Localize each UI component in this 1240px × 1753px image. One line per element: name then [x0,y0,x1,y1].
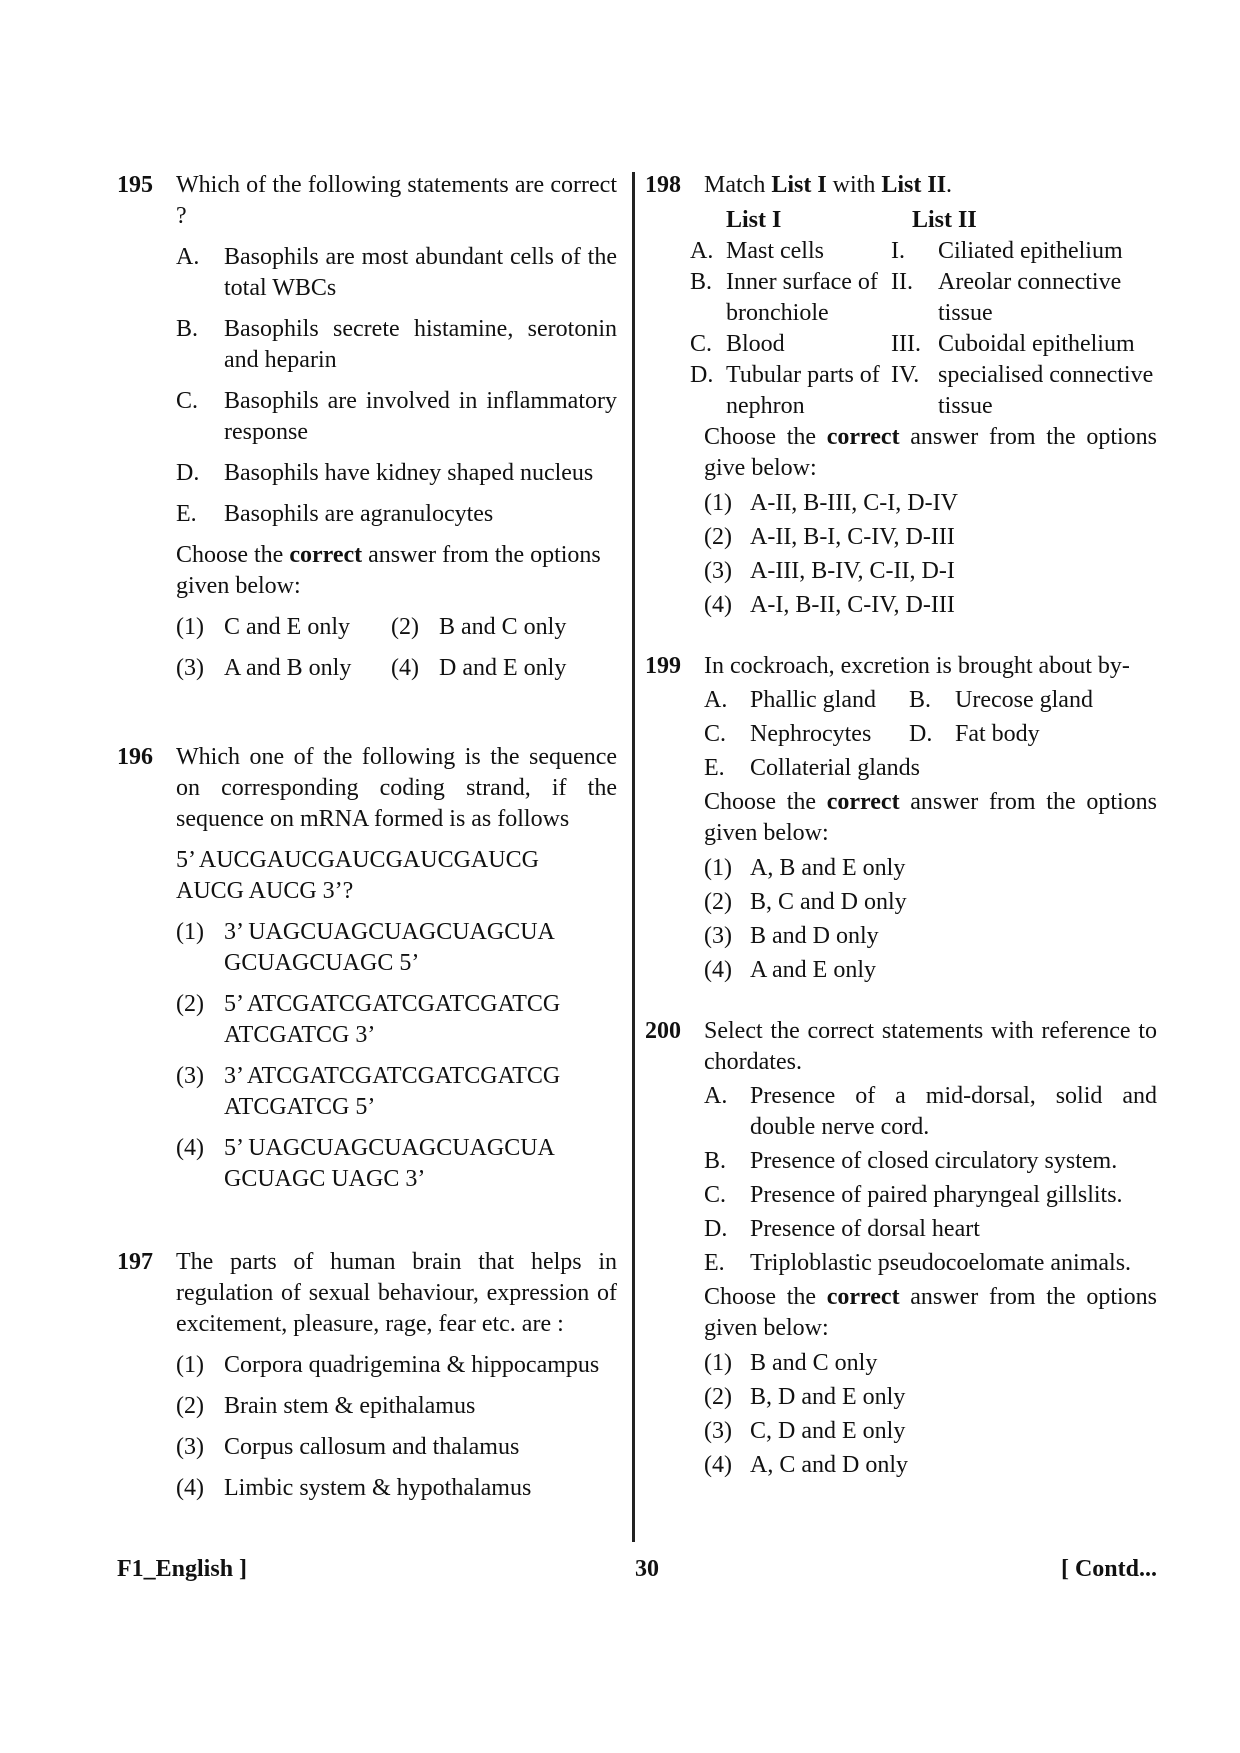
answer-option[interactable]: (1) A-II, B-III, C-I, D-IV [704,490,958,516]
statement-item: A. Presence of a mid-dorsal, solid and double nerve cord. [704,1083,1157,1140]
question-number: 196 [117,744,153,770]
answer-option[interactable]: (1) B and C only [704,1350,878,1376]
match-list-row: B. Inner surface of bronchiole II. Areolar connective tissue [690,269,1122,326]
question-200 [645,1016,1157,1481]
question-stem: The parts of human brain that helps in regulation of sexual behaviour, expression of excitement, pleasure, rage, fear etc. are : [176,1249,617,1337]
page-footer [117,1556,1157,1590]
question-number: 197 [117,1249,153,1275]
statement-row [704,685,1157,716]
question-number: 198 [645,172,681,198]
left-column [117,170,617,1504]
answer-option[interactable]: (3) A-III, B-IV, C-II, D-I [704,558,955,584]
match-list-table [690,205,1157,422]
statement-item: D. Basophils have kidney shaped nucleus [176,460,594,486]
answer-option[interactable]: (1) A, B and E only [704,855,906,881]
mrna-sequence: 5’ AUCGAUCGAUCGAUCGAUCG AUCG AUCG 3’? [176,847,539,904]
answer-option[interactable]: (4) 5’ UAGCUAGCUAGCUAGCUA GCUAGC UAGC 3’ [176,1135,554,1192]
question-stem: Match List I with List II. [704,172,953,198]
instruction-text: Choose the correct answer from the options given below: [704,1284,1157,1341]
answer-option[interactable]: (2) Brain stem & epithalamus [176,1393,476,1419]
answer-option[interactable]: (3) 3’ ATCGATCGATCGATCGATCG ATCGATCG 5’ [176,1063,561,1120]
statement-item: C. Basophils are involved in inflammatory response [176,388,617,445]
answer-option[interactable]: (3) Corpus callosum and thalamus [176,1434,520,1460]
answer-option[interactable]: (3) C, D and E only [704,1418,906,1444]
match-list-row: A. Mast cells I. Ciliated epithelium [690,238,1123,264]
column-divider [632,172,635,1542]
question-stem: In cockroach, excretion is brought about by- [704,653,1130,679]
answer-option[interactable]: (4) A-I, B-II, C-IV, D-III [704,592,955,618]
answer-option[interactable]: (3) A and B only [176,655,352,681]
answer-option[interactable]: (4) A, C and D only [704,1452,908,1478]
page-number: 30 [635,1556,659,1582]
statement-item: B. Presence of closed circulatory system. [704,1148,1118,1174]
answer-option[interactable]: (1) 3’ UAGCUAGCUAGCUAGCUA GCUAGCUAGC 5’ [176,919,554,976]
answer-option[interactable]: (4) Limbic system & hypothalamus [176,1475,532,1501]
instruction-text: Choose the correct answer from the options given below: [704,789,1157,846]
answer-options-row [176,612,617,643]
instruction-text: Choose the correct answer from the options given below: [176,542,601,599]
question-195 [117,170,617,684]
match-list-row: D. Tubular parts of nephron IV. specialised connective tissue [690,362,1154,419]
instruction-text: Choose the correct answer from the options give below: [704,424,1157,481]
statement-item: B. Basophils secrete histamine, serotonin and heparin [176,316,617,373]
question-stem: Which of the following statements are correct ? [176,172,617,229]
answer-option[interactable]: (1) C and E only [176,614,350,640]
statement-item: C. Presence of paired pharyngeal gillslits. [704,1182,1123,1208]
answer-option[interactable]: (1) Corpora quadrigemina & hippocampus [176,1352,600,1378]
statement-item: A. Basophils are most abundant cells of the total WBCs [176,244,617,301]
statement-item: C. Nephrocytes [704,721,872,747]
answer-option[interactable]: (2) B, C and D only [704,889,907,915]
question-196 [117,742,617,1195]
answer-option[interactable]: (2) B and C only [391,614,567,640]
answer-option[interactable]: (2) B, D and E only [704,1384,906,1410]
statement-item: D. Fat body [909,721,1040,747]
question-stem: Select the correct statements with reference to chordates. [704,1018,1157,1075]
match-list-row: C. Blood III. Cuboidal epithelium [690,331,1135,357]
statement-item: A. Phallic gland [704,687,876,713]
question-stem: Which one of the following is the sequence on corresponding coding strand, if the sequence on mRNA formed is as follows [176,744,617,832]
answer-options-row [176,653,617,684]
question-number: 199 [645,653,681,679]
right-column [645,170,1157,1481]
answer-option[interactable]: (4) D and E only [391,655,567,681]
question-number: 195 [117,172,153,198]
statement-item: E. Triploblastic pseudocoelomate animals. [704,1250,1132,1276]
statement-row [704,719,1157,750]
continued-label: [ Contd... [1060,1556,1157,1582]
answer-option[interactable]: (2) 5’ ATCGATCGATCGATCGATCG ATCGATCG 3’ [176,991,561,1048]
question-197 [117,1247,617,1504]
statement-item: E. Basophils are agranulocytes [176,501,494,527]
answer-option[interactable]: (4) A and E only [704,957,876,983]
statement-item: B. Urecose gland [909,687,1093,713]
match-list-header: List I List II [726,207,977,233]
question-199 [645,651,1157,986]
question-198 [645,170,1157,621]
paper-code: F1_English ] [117,1556,248,1582]
question-number: 200 [645,1018,681,1044]
statement-item: E. Collaterial glands [704,755,920,781]
answer-option[interactable]: (2) A-II, B-I, C-IV, D-III [704,524,955,550]
statement-item: D. Presence of dorsal heart [704,1216,980,1242]
answer-option[interactable]: (3) B and D only [704,923,879,949]
